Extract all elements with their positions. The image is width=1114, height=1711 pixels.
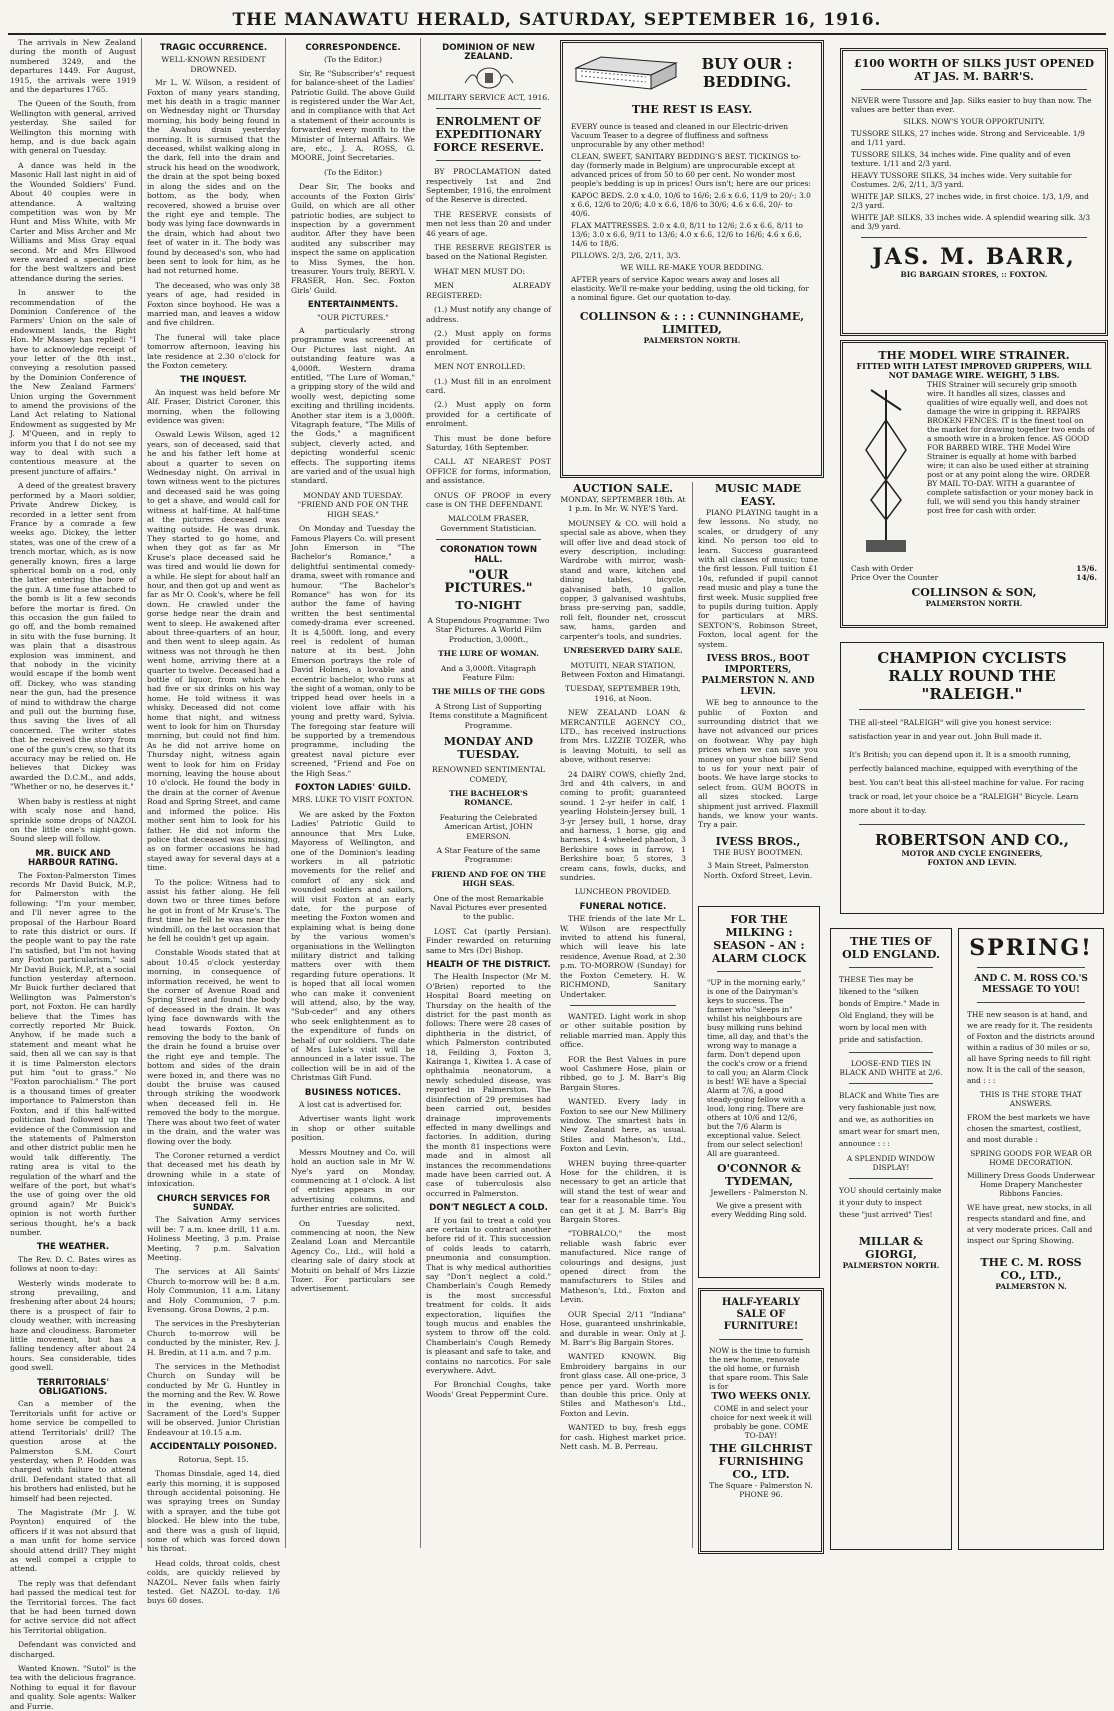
subheadline: MILITARY SERVICE ACT, 1916. (427, 92, 550, 102)
clock-title: FOR THE MILKING : SEASON - AN : ALARM CLOCK (711, 913, 807, 965)
classified: WHEN buying three-quarter Hose for the children, it is necessary to get an article that will stand the test of wear and tear for a reasonable time. You can get it at J. M. Barr's Big Bargain Stores. (560, 1158, 686, 1225)
headline-funeral: FUNERAL NOTICE. (579, 901, 667, 912)
price-value: 15/6. (1076, 564, 1097, 573)
bedding-prices: KAPOC BEDS. 2.0 x 4.0, 10/6 to 16/6; 2.6 x 6.6, 11/9 to 20/-; 3.0 x 6.6, 12/6 to 20/6; 4.0 x 6.6, 18/6 to 30/6; 4.6 x 6.6, 20/- to 40/6. (571, 191, 811, 218)
classified: OUR Special 2/11 "Indiana" Hose, guaranteed unshrinkable, and durable in wear. Only at J. M. Barr's Big Bargain Stores. (560, 1309, 686, 1347)
ties-title: THE TIES OF OLD ENGLAND. (842, 935, 940, 961)
subheadline: WELL-KNOWN RESIDENT DROWNED. (161, 55, 266, 74)
raleigh-firm: ROBERTSON AND CO., (875, 831, 1069, 849)
column-notices (426, 38, 551, 1548)
news-paragraph: Westerly winds moderate to strong prevailing, and freshening after about 24 hours; there is a prospect of fair to cloudy weather, with increasing haze and cloudiness. Barometer little movement, but has a falling tendency after about 24 hours. Sea considerable, tides good swell. (10, 1278, 136, 1373)
notice-line: THE RESERVE REGISTER is based on the National Register. (426, 243, 551, 262)
divider (849, 1083, 933, 1084)
news-paragraph: The Queen of the South, from Wellington with general, arrived yesterday. She sailed for Wellington this morning with hemp, and is due back again with general on Tuesday. (10, 99, 136, 156)
cinema-line: Featuring the Celebrated American Artist, JOHN EMERSON. (439, 812, 538, 841)
news-paragraph: The services in the Presbyterian Church to-morrow will be conducted by the minister, Rev. J. H. Bredin, at 11 a.m. and 7 p.m. (147, 1319, 280, 1357)
news-paragraph: The deceased, who was only 38 years of age, had resided in Foxton since boyhood. He was a married man, and leaves a widow and five children. (147, 280, 280, 328)
news-paragraph: When baby is restless at night with scaly nose and hand, sprinkle some drops of NAZOL on the little one's night-gown. Sound sleep will follow. (10, 796, 136, 844)
clock-note: We give a present with every Wedding Ring sold. (711, 1201, 807, 1219)
auction-line: UNRESERVED DAIRY SALE. (563, 646, 683, 656)
notice-line: WHAT MEN MUST DO: (434, 266, 526, 276)
price-row (851, 564, 1097, 573)
spring-text: WE have great, new stocks, in all respects standard and fine, and at very moderate prices. Call and inspect our Spring Showing. (967, 1203, 1093, 1245)
news-paragraph: Advertiser wants light work in shop or other suitable position. (291, 1114, 415, 1143)
cinema-name: "OUR PICTURES." (444, 568, 533, 597)
divider (719, 1339, 803, 1340)
furniture-phone: PHONE 96. (739, 1490, 783, 1499)
price-label: Price Over the Counter (851, 573, 939, 582)
ivess-text: WE beg to announce to the public of Foxton and surrounding district that we have not advanced our prices on footwear. Why pay high prices when we can save you money on your shoe bill? Send to us for your next pair of boots. We have large stocks to select from. GUM BOOTS in all sizes stocked. Large shipment just arrived. Flaxmill hands, we know your wants. Try a pair. (698, 698, 818, 830)
strainer-place: PALMERSTON NORTH. (925, 599, 1023, 608)
news-paragraph: The reply was that defendant had passed the medical test for the Territorial forces. The fact that he had been turned down for active service did not affect his Territorial obligation. (10, 1578, 136, 1635)
spring-place: PALMERSTON N. (995, 1282, 1067, 1291)
raleigh-text: It's British; you can depend upon it. It is a smooth running, perfectly balanced machine, equipped with everything of the best. You can't beat this all-steel machine for value. For racing track or road, let your choice be a "RALEIGH" Bicycle. Learn more about it to-day. (849, 750, 1084, 815)
bedding-title: BUY OUR : BEDDING. (701, 55, 793, 91)
headline-inquest: THE INQUEST. (180, 375, 247, 386)
spring-sub: AND C. M. ROSS CO.'S MESSAGE TO YOU! (974, 974, 1088, 995)
raleigh-place: FOXTON AND LEVIN. (927, 858, 1017, 867)
news-paragraph: A particularly strong programme was screened at Our Pictures last night. An outstanding feature was a 4,000ft. Western drama entitled, "The Lure of Woman," a gripping story of the wild and woolly west, depicting some exciting and thrilling incidents. Another star item is a 3,000ft. Vitagraph feature, "The Mills of the Gods," a magnificent subject, cleverly acted, and depicting wonderful scenic effects. The supporting items are varied and of the usual high standard. (291, 325, 415, 486)
news-paragraph: The funeral will take place tomorrow afternoon, leaving his late residence at 2.30 o'clock for the Foxton cemetery. (147, 332, 280, 370)
cinema-line: One of the most Remarkable Naval Pictures ever presented to the public. (430, 893, 547, 922)
strainer-firm: COLLINSON & SON, (911, 586, 1037, 599)
cinema-monday: MONDAY AND TUESDAY. (443, 735, 534, 762)
classified: WANTED KNOWN. Big Embroidery bargains in our front glass case. All one-price, 3 pence per yard. Worth more than double this price. Only at Stiles and Matheson's Ltd., Foxton and Levin. (560, 1352, 686, 1418)
classified: "TOBRALCO," the most reliable wash fabric ever manufactured. Nice range of colourings and designs, just opened direct from the manufacturers to Stiles and Matheson's, Ltd., Foxton and Levin. (560, 1229, 686, 1305)
furniture-address: The Square - Palmerston N. (709, 1481, 813, 1490)
clock-text: "UP in the morning early," is one of the Dairyman's keys to success. The farmer who "sleeps in" whilst his neighbours are busy milking runs behind time, all day, and that's the wrong way to manage a farm. Don't depend upon the cock's crow or a friend to call you; an Alarm Clock is best! WE have a Special Alarm at 7/6, a good steady-going fellow with a loud, long ring. There are others at 10/6 and 12/6, but the 7/6 Alarm is exceptional value. Select from our select selection! All are guaranteed. (707, 978, 809, 1158)
bedding-text: AFTER years of service Kapoc wears away and loses all elasticity. We'll re-make your bedding, using the old ticking, for a nominal figure. Get our quotation to-day. (571, 275, 809, 302)
auction-line: MOTUITI, NEAR STATION, Between Foxton and Himatangi. (560, 660, 686, 679)
notice-line: MEN NOT ENROLLED: (434, 362, 526, 372)
bedding-place: PALMERSTON NORTH. (643, 336, 741, 345)
news-paragraph: (To the Editor.) (324, 167, 382, 177)
news-paragraph: The Foxton-Palmerston Times records Mr David Buick, M.P., for Palmerston with the following: "I'm your member, and I'll never agree to the proposal of the Harbour Board to rate this district or ours. If the people want to pay the rate I'm satisfied, but I'm not having any Foxton particularism," said Mr David Buick, M.P., at a social function yesterday afternoon. Mr Buick further declared that Wellington was Palmerston's port, not Foxton. He can hardly believe that the Times has correctly reported Mr Buick. Anyhow, if he made such a statement and meant what he said, then all we can say is that it is time Palmerston electors put him "out to grass." No "Foxton parochialism." The port is a thousand times of greater importance to Palmerston than Foxton, and if this half-witted politician had followed up the evidence of the Commission and the statements of Palmerston and other district public men he would talk differently. The rating area is vital to the regulation of the wharf and the welfare of the port, but what's the use of going over the old ground again? Mr Buick's opinion is not worth further serious thought, he's a back number. (10, 870, 136, 1237)
auction-line: MONDAY, SEPTEMBER 18th. At 1 p.m. In Mr. W. NYE'S Yard. (560, 495, 686, 514)
headline-enrolment: ENROLMENT OF EXPEDITIONARY FORCE RESERVE. (433, 115, 544, 155)
notice-line: (2.) Must apply on forms provided for certificate of enrolment. (426, 328, 551, 357)
divider (861, 237, 1087, 238)
notice-line: This must be done before Saturday, 16th September. (426, 433, 551, 452)
news-paragraph: The services at All Saints' Church to-morrow will be: 8 a.m. Holy Communion, 11 a.m. Litany and Holy Communion, 7 p.m. Evensong. Grosa Downs, 2 p.m. (147, 1267, 280, 1314)
bedding-text: EVERY ounce is teased and cleaned in our Electric-driven Vacuum Teaser to a degree of fluffiness and softness unprocurable by any other method! (571, 122, 789, 149)
ad-bedding (560, 40, 824, 478)
divider (436, 160, 541, 161)
divider (859, 824, 1085, 825)
column-news-1 (10, 38, 136, 1711)
divider (570, 1005, 676, 1006)
news-paragraph: Defendant was convicted and discharged. (10, 1640, 136, 1659)
wire-strainer-illustration (851, 380, 921, 560)
column-news-3 (291, 38, 415, 1548)
divider (436, 539, 541, 540)
headline-church: CHURCH SERVICES FOR SUNDAY. (156, 1193, 271, 1213)
ivess-sub: THE BUSY BOOTMEN. (713, 847, 803, 857)
news-paragraph: On Monday and Tuesday the Famous Players Co. will present John Emerson in "The Bachelor's Romance," a delightful sentimental comedy-drama, sweet with romance and humour. "The Bachelor's Romance" has won for its author the fame of having written the best sentimental comedy-drama ever screened. It is 4,500ft. long, and every reel is redolent of human nature at its best. John Emerson portrays the role of David Holmes, a lovable and eccentric bachelor, who runs at the sight of a woman, only to be tripped head over heels in a violent love affair with his young and pretty ward, Sylvia. The foregoing star feature will be supported by a tremendous programme, including the greatest naval picture ever screened, "Friend and Foe on the High Seas." (291, 524, 415, 778)
strainer-title: THE MODEL WIRE STRAINER. (878, 349, 1070, 362)
ad-music-ivess (698, 482, 818, 894)
price-label: Cash with Order (851, 564, 913, 573)
ad-spring (958, 928, 1104, 1550)
ad-furniture (698, 1288, 824, 1554)
cinema-line: RENOWNED SENTIMENTAL COMEDY, (431, 765, 546, 784)
news-paragraph: The Coroner returned a verdict that deceased met his death by drowning while in a state of intoxication. (147, 1150, 280, 1189)
silks-firm: JAS. M. BARR, (872, 244, 1076, 270)
price-value: 14/6. (1076, 573, 1097, 582)
divider (717, 971, 801, 972)
ad-alarm-clock (698, 906, 820, 1278)
news-paragraph: The Rev. D. C. Bates wires as follows at noon to-day: (10, 1254, 136, 1274)
news-paragraph: Messrs Moutney and Co. will hold an auction sale in Mr W. Nye's yard on Monday, commencing at 1 o'clock. A list of entries appears in our advertising columns, and further entries are solicited. (291, 1147, 415, 1214)
dateline: Rotorua, Sept. 15. (178, 1454, 249, 1464)
headline-ladies-guild: FOXTON LADIES' GUILD. (294, 783, 412, 794)
headline-business: BUSINESS NOTICES. (304, 1087, 402, 1098)
notice-signature: MALCOLM FRASER, Government Statistician. (440, 514, 537, 533)
silks-line: HEAVY TUSSORE SILKS, 34 inches wide. Very suitable for Costumes. 2/6, 2/11, 3/3 yard. (851, 171, 1072, 189)
divider (977, 967, 1085, 968)
ivess-firm: IVESS BROS., BOOT IMPORTERS, PALMERSTON N. AND LEVIN. (701, 654, 815, 698)
news-paragraph: The Health Inspector (Mr M. O'Brien) reported to the Hospital Board meeting on Thursday on the health of the district for the past month as follows: There were 28 cases of diphtheria in the district, of which Palmerston contributed 18, Feilding 3, Foxton 3, Kairanga 1, Kiwitea 1. A case of ophthalmia neonatorum, a newly scheduled disease, was reported in Palmerston. The disinfection of 29 premises had been carried out, besides drainage improvements effected in many dwellings and factories. In addition, during the month 81 inspections were made and in almost all instances the recommendations made have been carried out. A case of tuberculosis also occurred in Palmerston. (426, 972, 551, 1198)
cinema-feature: THE MILLS OF THE GODS (431, 687, 546, 697)
strainer-sub: FITTED WITH LATEST IMPROVED GRIPPERS, WILL NOT DAMAGE WIRE. WEIGHT, 5 LBS. (856, 361, 1092, 380)
classified: FOR the Best Values in pure wool Cashmere Hose, plain or ribbed, go to J. M. Barr's Big Bargain Stores. (560, 1054, 686, 1092)
news-paragraph: To the police: Witness had to assist his father along. He fell down two or three times before he got in front of Mr Kruse's. The first time he fell he was near the windmill, on the last occasion that he fell he couldn't get up again. (147, 877, 280, 943)
news-paragraph: MRS. LUKE TO VISIT FOXTON. (291, 795, 415, 805)
column-divider (692, 482, 693, 1548)
cinema-tonight: TO-NIGHT (455, 599, 522, 613)
coat-of-arms-emblem (459, 65, 519, 91)
classified: WANTED. Every lady in Foxton to see our New Millinery window. The smartest hats in New Zealand here, as usual. Stiles and Matheson's, Ltd., Foxton and Levin. (560, 1097, 686, 1154)
spring-goods: SPRING GOODS FOR WEAR OR HOME DECORATION. (970, 1149, 1092, 1167)
news-paragraph: Dear Sir, The books and accounts of the Foxton Girls' Guild, on which are all other patriotic bodies, are subject to inspection by a government auditor. After they have been audited any subscriber may inspect the same on application to Miss Symes, the hon. treasurer. Yours truly, BERYL V. FRASER, Hon. Sec. Foxton Girls' Guild. (291, 182, 415, 295)
notice-line: (1.) Must fill in an enrolment card. (426, 376, 551, 395)
furniture-text: NOW is the time to furnish the new home, renovate the old home, or furnish that spare room. This Sale is for (709, 1346, 810, 1391)
raleigh-title: CHAMPION CYCLISTS RALLY ROUND THE "RALEIGH." (877, 649, 1067, 703)
news-paragraph: The services in the Methodist Church on Sunday will be conducted by Mr G. Huntley in the morning and the Rev. W. Rowe in the evening, when the Sacrament of the Lord's Supper will be observed. Junior Christian Endeavour at 10.15 a.m. (147, 1362, 280, 1437)
news-paragraph: Thomas Dinsdale, aged 14, died early this morning, it is supposed through accidental poisoning. He was spraying trees on Sunday with a sprayer, and the tube got blocked. He blew into the tube, and there was a gush of liquid, some of which was forced down his throat. (147, 1469, 280, 1554)
notice-line: THE RESERVE consists of men not less than 20 and under 46 years of age. (426, 209, 551, 238)
music-text: PIANO PLAYING taught in a few lessons. No study, no scales, or drudgery of any kind. No person too old to learn. Success guaranteed with all classes of music; tune the first lesson. Full tuition £1 10s, refunded if pupil cannot read music and play a tune the first week. Music supplied free to pupils during tuition. Apply for particulars at MRS. SEXTON'S, Robinson Street, Foxton, local agent for the system. (698, 508, 818, 649)
masthead: THE MANAWATU HERALD, SATURDAY, SEPTEMBER 16, 1916. (232, 10, 882, 30)
classified: WANTED to buy, fresh eggs for cash. Highest market price. Nett cash. M. B. Perreau. (560, 1423, 686, 1451)
news-paragraph: On Tuesday next, commencing at noon, the New Zealand Loan and Mercantile Agency Co., Ltd., will hold a clearing sale of dairy stock at Motuiti on behalf of Mrs Lizzie Tozer. For particulars see advertisement. (291, 1218, 415, 1294)
spring-list: Millinery Dress Goods Underwear Home Drapery Manchester Ribbons Fancies. (967, 1171, 1095, 1198)
divider (861, 89, 1087, 90)
news-paragraph: The arrivals in New Zealand during the month of August numbered 3249, and the departures 1449. For August, 1915, the arrivals were 1919 and the departures 1765. (10, 38, 136, 95)
auction-line: LUNCHEON PROVIDED. (574, 887, 672, 897)
silks-title: £100 WORTH OF SILKS JUST OPENED AT JAS. M. BARR'S. (853, 57, 1095, 83)
news-paragraph: Mr L. W. Wilson, a resident of Foxton of many years standing, met his death in a tragic manner on Wednesday night or Thursday morning, his body being found in the Awahou drain yesterday morning. It is surmised that the deceased, whilst walking along in the dark, fell into the drain and struck his head on the woodwork, the drain at the spot being boxed in along the sides and on the bottom, as the body, when recovered, showed a bruise over the right eye and temple. The body was lying face downwards in the drain, which had about two feet of water in it. The body was found by deceased's son, who had been sent to look for him, as he had not returned home. (147, 78, 280, 276)
furniture-two-weeks: TWO WEEKS ONLY. (711, 1392, 811, 1402)
notice-line: BY PROCLAMATION dated respectively 1st and 2nd September, 1916, the enrolment of the Reserve is directed. (426, 167, 551, 205)
column-auction (560, 482, 686, 1548)
notice-line: (2.) Must apply on form provided for a certificate of enrolment. (426, 400, 551, 429)
ties-text: BLACK and White Ties are very fashionable just now, and we, as authorities on smart wear for smart men, announce : : : (839, 1091, 940, 1148)
divider (849, 967, 933, 968)
silks-line: WHITE JAP. SILKS, 27 inches wide, in first choice. 1/3, 1/9, and 2/3 yard. (851, 192, 1089, 210)
auction-line: MOUNSEY & CO. will hold a special sale as above, when they will offer live and dead stock of every description, including: Wardrobe with mirror, wash-stand and ware, kitchen and dining tables, bicycle, galvanised bath, 10 gallon copper, 3 galvanised washtubs, brass pre-serving pan, saddle, roll felt, flounder net, crosscut saw, hams, garden and carpenter's tools, and sundries. (560, 518, 686, 641)
auction-line: NEW ZEALAND LOAN & MERCANTILE AGENCY CO., LTD., has received instructions from Mrs. LIZZIE TOZER, who is leaving Motuiti, to sell as above, without reserve: (560, 708, 686, 765)
notice-line: CALL AT NEAREST POST OFFICE for forms, information, and assistance. (426, 457, 551, 486)
raleigh-sub: MOTOR AND CYCLE ENGINEERS, (901, 849, 1043, 858)
ties-loose: LOOSE-END TIES IN BLACK AND WHITE at 2/6. (839, 1059, 943, 1077)
news-paragraph: Oswald Lewis Wilson, aged 12 years, son of deceased, said that he and his father left home at about a quarter to seven on Wednesday night. On arrival in town witness went to the pictures and deceased said he was going to get a shave, and would call for witness at half-time. At half-time at the pictures deceased was waiting outside. He was drunk. They started to go home, and when they got as far as Mr Kruse's place deceased said he was tired and would lie down for a while. He slept for about half an hour, and then got up and went as far as Mr O. Cook's, where he fell down. He crawled under the gorse hedge near the drain and went to sleep. He awakened after about three-quarters of an hour, and then went to sleep again. As witness was not through he then went home, arriving there at a quarter to twelve. Deceased had a bottle of liquor, from which he had five or six drinks on his way home. He told witness it was whisky. Deceased did not come home that night, and witness went to look for him on Thursday morning, but could not find him. As he did not arrive home on Thursday night, witness again went to look for him on Friday morning, leaving the house about 10 o'clock. He found the body in the drain at the corner of Avenue Road and Spring Street, and came and informed the police. His mother sent him to look for his father. He did not inform the police that deceased was missing, as on former occasions he had stayed away for several days at a time. (147, 430, 280, 873)
column-divider (285, 38, 286, 1548)
headline-correspondence: CORRESPONDENCE. (305, 43, 401, 53)
ties-text: THESE Ties may be likened to the "silken bonds of Empire." Made in Old England, they will be worn by local men with pride and satisfaction. (839, 975, 940, 1044)
auction-line: TUESDAY, SEPTEMBER 19th, 1916, at Noon. (565, 684, 681, 703)
notice-line: (1.) Must notify any change of address. (426, 305, 551, 324)
spring-text: FROM the best markets we have chosen the smartest, costliest, and most durable : (967, 1113, 1091, 1144)
headline-weather: THE WEATHER. (36, 1242, 110, 1253)
auction-title: AUCTION SALE. (572, 482, 674, 495)
spring-store: THIS IS THE STORE THAT ANSWERS. (980, 1090, 1082, 1108)
silks-line: NEVER were Tussore and Jap. Silks easier to buy than now. The values are better than ever. (851, 96, 1092, 114)
news-paragraph: The Magistrate (Mr J. W. Poynton) enquired of the officers if it was not absurd that a man unfit for home service should attend drill? They might as well compel a cripple to attend. (10, 1507, 136, 1574)
headline-dominion: DOMINION OF NEW ZEALAND. (442, 43, 535, 63)
auction-line: 24 DAIRY COWS, chiefly 2nd, 3rd and 4th calvers, in and coming to profit; guaranteed sound. 1 2-yr heifer in calf, 1 yearling Holstein-Jersey bull, 1 3-yr Jersey bull, 1 horse, dray and harness, 1 horse, gig and harness, 1 4-wheeled phaeton, 3 Berkshire sows in farrow, 1 Berkshire boar, 5 stores, 3 cream cans, fowls, ducks, and sundries. (560, 769, 686, 883)
cinema-line: A Stupendous Programme: Two Star Pictures. A World Film Production, 3,000ft., (427, 616, 550, 644)
divider (859, 709, 1085, 710)
news-paragraph: A dance was held in the Masonic Hall last night in aid of the Wounded Soldiers' Fund. About 40 couples were in attendance. A waltzing competition was won by Mr Hunt and Miss White, with Mr Carter and Miss Archer and Mr Williams and Miss Gray equal second. Mr and Mrs Ellwood were awarded a special prize for the best waltzers and best attendance during the series. (10, 160, 136, 283)
cinema-feature: FRIEND AND FOE ON THE HIGH SEAS. (431, 869, 546, 889)
subheadline: (To the Editor.) (324, 55, 382, 65)
news-paragraph: We are asked by the Foxton Ladies' Patriotic Guild to announce that Mrs Luke, Mayoress of Wellington, and one of the Dominion's leading workers in all patriotic movements for the relief and comfort of any sick and wounded soldiers and sailors, will visit Foxton at an early date, for the purpose of meeting the Foxton women and explaining what is being done by the various women's organisations in the Wellington military district and talking matters over with them regarding future operations. It is hoped that all local women who can make it convenient will attend, also, by the way, "Sub-ceder" and any others who seek enlightenment as to the expenditure of funds on behalf of our soldiers. The date of Mrs Luke's visit will be announced in a later issue. The collection will be in aid of the Christmas Gift Fund. (291, 809, 415, 1083)
silks-line: TUSSORE SILKS, 34 inches wide. Fine quality and of even texture. 1/11 and 2/3 yard. (851, 150, 1071, 168)
raleigh-text: THE all-steel "RALEIGH" will give you honest service: satisfaction year in and year out. John Bull made it. (849, 718, 1052, 741)
news-paragraph: If you fail to treat a cold you are certain to contract another before rid of it. This succession of colds leads to catarrh, pneumonia and consumption. That is why medical authorities say "Don't neglect a cold." Chamberlain's Cough Remedy is the most successful treatment for colds. It aids expectoration, liquifies the tough mucus and enables the system to throw off the cold. Chamberlain's Cough Remedy is pleasant and safe to take, and contains no narcotics. For sale everywhere. Advt. (426, 1215, 551, 1376)
silks-line: SILKS. NOW'S YOUR OPPORTUNITY. (903, 117, 1045, 126)
headline-cold: DON'T NEGLECT A COLD. (429, 1203, 548, 1214)
headline-health: HEALTH OF THE DISTRICT. (426, 960, 551, 970)
divider (849, 1178, 933, 1179)
lost-notice: LOST. Cat (partly Persian). Finder rewarded on returning same to Mrs (Dr) Bishop. (426, 926, 551, 955)
news-paragraph: A lost cat is advertised for. (299, 1100, 402, 1110)
silks-line: TUSSORE SILKS, 27 inches wide. Strong and Serviceable. 1/9 and 1/11 yard. (851, 129, 1085, 147)
cinema-line: And a 3,000ft. Vitagraph Feature Film: (440, 663, 537, 683)
ties-text: YOU should certainly make it your duty to inspect these "just arrived" Ties! (839, 1186, 942, 1219)
furniture-title: HALF-YEARLY SALE OF FURNITURE! (721, 1297, 801, 1332)
news-paragraph: A deed of the greatest bravery performed by a Maori soldier, Private Andrew Dickey, is recorded in a letter sent from France by a comrade a few weeks ago. Dickey, the letter states, was one of the crew of a trench mortar, which, as is now generally known, fires a large spherical bomb on a rod, only the latter entering the bore of the gun. A time fuse attached to the bomb is lit a few seconds before the mortar is fired. On this occasion the gun failed to go off, and the bomb remained in situ with the fuse burning. It was plain that a disastrous explosion was imminent, and that nobody in the vicinity would escape if the bomb went off. Dickey, who was standing near the gun, had the presence of mind to withdraw the charge and pull out the burning fuse, thus saving the lives of all concerned. The writer states that he received the story from one of the gun's crew, so that its accuracy may be relied on. He believes that Dickey was awarded the D.C.M., and adds, "Whether or no, he deserves it." (10, 481, 136, 792)
silks-line: WHITE JAP. SILKS, 33 inches wide. A splendid wearing silk. 3/3 and 3/9 yard. (851, 213, 1091, 231)
subheadline: "OUR PICTURES." (317, 312, 389, 322)
bedding-prices: PILLOWS. 2/3, 2/6, 2/11, 3/3. (571, 251, 681, 260)
headline-buick: MR. BUICK AND HARBOUR RATING. (27, 848, 119, 869)
spring-text: THE new season is at hand, and we are ready for it. The residents of Foxton and the districts around within a radius of 30 miles or so, all have Spring needs to fill right now. It is the call of the season, and : : : (967, 1010, 1095, 1085)
divider (849, 1052, 933, 1053)
column-divider (420, 38, 421, 1548)
spring-firm: THE C. M. ROSS CO., LTD., (980, 1256, 1082, 1282)
news-paragraph: Can a member of the Territorials unfit for active or home service be compelled to attend Territorials' drill? The question arose at the Palmerston S.M. Court yesterday, when P. Hodden was charged with failure to attend drill. Defendant stated that all his brothers had enlisted, but he himself had been rejected. (10, 1399, 136, 1503)
clock-firm: O'CONNOR & TYDEMAN, (717, 1162, 801, 1188)
headline-territorials: TERRITORIALS' OBLIGATIONS. (36, 1377, 110, 1398)
masthead-rule (8, 33, 1106, 35)
notice-line: MEN ALREADY REGISTERED: (426, 281, 551, 300)
spring-title: SPRING! (969, 935, 1093, 961)
furniture-firm: THE GILCHRIST FURNISHING CO., LTD. (709, 1442, 813, 1481)
ties-place: PALMERSTON NORTH. (842, 1261, 940, 1270)
mattress-illustration (571, 53, 681, 93)
headline-poisoned: ACCIDENTALLY POISONED. (149, 1442, 278, 1453)
ad-ties (830, 928, 952, 1550)
divider (436, 108, 541, 109)
ad-silks (840, 48, 1108, 336)
cinema-feature: THE LURE OF WOMAN. (438, 649, 539, 659)
ivess-firm-2: IVESS BROS., (715, 834, 801, 848)
furniture-text: COME in and select your choice for next week it will probably be gone. COME TO-DAY! (710, 1404, 812, 1440)
price-row (851, 573, 1097, 582)
strainer-text: THIS Strainer will securely grip smooth wire. It handles all sizes, classes and qualities of wire equally well, and does not damage the wire in gripping it. REPAIRS BROKEN FENCES. IT is the finest tool on the market for drawing together two ends of a smooth wire in a broken fence. AS GOOD FOR BARBED WIRE. THE Model Wire Strainer is equally at home with barbed wire; it can also be used either at straining post or at any point along the wire. ORDER BY MAIL TO-DAY. WITH a guarantee of complete satisfaction or your money back in full, we will send you this handy strainer post free for cash with order. (927, 380, 1095, 515)
news-paragraph: Head colds, throat colds, chest colds, are quickly relieved by NAZOL. Never fails when fairly tested. Get NAZOL to-day. 1/6 buys 60 doses. (147, 1558, 280, 1606)
bedding-firm: COLLINSON & : : : CUNNINGHAME, LIMITED, (579, 310, 805, 336)
column-news-2 (147, 38, 280, 1606)
headline-town-hall: CORONATION TOWN HALL. (439, 545, 538, 565)
news-paragraph: The Salvation Army services will be: 7 a.m. knee drill, 11 a.m. Holiness Meeting, 3 p.m. Praise Meeting, 7 p.m. Salvation Meeting. (147, 1215, 280, 1262)
cinema-line: A Star Feature of the same Programme: (436, 845, 541, 865)
headline-entertainments: ENTERTAINMENTS. (307, 300, 399, 311)
ties-firm: MILLAR & GIORGI, (858, 1235, 924, 1261)
column-divider (141, 38, 142, 1548)
bedding-text: CLEAN, SWEET, SANITARY BEDDING'S BEST. TICKINGS to-day (formerly made in Belgium) are unprocurable except at advanced prices of from 50 to 60 per cent. No wonder most people's bedding is up in prices! Ours isn't; here are our prices: (571, 152, 811, 188)
bedding-text: WE WILL RE-MAKE YOUR BEDDING. (620, 263, 764, 272)
cinema-feature: THE BACHELOR'S ROMANCE. (449, 788, 528, 808)
clock-sub: Jewellers - Palmerston N. (710, 1188, 808, 1197)
classified: WANTED. Light work in shop or other suitable position by reliable married man. Apply this office. (560, 1011, 686, 1050)
ad-raleigh (840, 642, 1104, 914)
divider (977, 1002, 1085, 1003)
news-paragraph: For Bronchial Coughs, take Woods' Great Peppermint Cure. (426, 1380, 551, 1399)
notice-line: ONUS OF PROOF in every case is ON THE DEFENDANT. (426, 490, 551, 509)
news-paragraph: MONDAY AND TUESDAY. "FRIEND AND FOE ON THE HIGH SEAS." (297, 490, 409, 519)
ad-wire-strainer (840, 340, 1108, 628)
news-paragraph: An inquest was held before Mr Alf. Fraser, District Coroner, this morning, when the following evidence was given: (147, 387, 280, 426)
headline-tragic: TRAGIC OCCURRENCE. (159, 43, 268, 53)
music-title: MUSIC MADE EASY. (714, 482, 802, 508)
news-paragraph: Wanted Known. "Sutol" is the tea with the delicious fragrance. Nothing to equal it for flavour and quality. Sole agents: Walker and Furrie. (10, 1664, 136, 1711)
funeral-notice: THE friends of the late Mr L. W. Wilson are respectfully invited to attend his funeral, which will leave his late residence, Avenue Road, at 2.30 p.m. TO-MORROW (Sunday) for the Foxton Cemetery. H. W. RICHMOND, Sanitary Undertaker. (560, 914, 686, 999)
silks-sub: BIG BARGAIN STORES, :: FOXTON. (900, 270, 1048, 279)
news-paragraph: In answer to the recommendation of the Dominion Conference of the Farmers' Union on the sale of endowment lands, the Right Hon. Mr Massey has replied: "I have to acknowledge receipt of your letter of the 8th inst., conveying a resolution passed by the Dominion Conference of the New Zealand Farmers' Union urging the Government to amend the provisions of the Land Act relating to National Endowment as suggested by Mr J. M'Queen, and in reply to inform you that I do not see my way to deal with such a contentious measure at the present juncture of affairs." (10, 288, 136, 476)
news-paragraph: Constable Woods stated that at about 10.45 o'clock yesterday morning, in consequence of information received, he went to the corner of Avenue Road and Spring Street and found the body of deceased in the drain. It was lying face downwards with the head towards Foxton. On removing the body to the bank of the drain he found a bruise over the right eye and temple. The bottom and sides of the drain were boxed in, and there was no doubt the bruise was caused through striking the woodwork when deceased fell in. He removed the body to the morgue. There was about two feet of water in the drain, and the water was flowing over the body. (147, 948, 280, 1146)
ties-window: A SPLENDID WINDOW DISPLAY! (846, 1154, 936, 1172)
ivess-address: 3 Main Street, Palmerston North. Oxford Street, Levin. (703, 861, 813, 880)
bedding-prices: FLAX MATTRESSES. 2.0 x 4.0, 8/11 to 12/6; 2.6 x 6.6, 8/11 to 13/6; 3.0 x 6.6, 9/11 to 13/6; 4.0 x 6.6, 12/6 to 16/6; 4.6 x 6.6, 14/6 to 18/6. (571, 221, 803, 248)
cinema-line: A Strong List of Supporting Items constitute a Magnificent Programme. (429, 701, 548, 730)
news-paragraph: Sir, Re "Subscriber's" request for balance-sheet of the Ladies' Patriotic Guild. The above Guild is registered under the War Act, and in compliance with that Act a statement of their accounts is forwarded every month to the Minister of Internal Affairs. We are, etc., J. A. ROSS, G. MOORE, Joint Secretaries. (291, 68, 415, 163)
bedding-subtitle: THE REST IS EASY. (631, 103, 753, 116)
